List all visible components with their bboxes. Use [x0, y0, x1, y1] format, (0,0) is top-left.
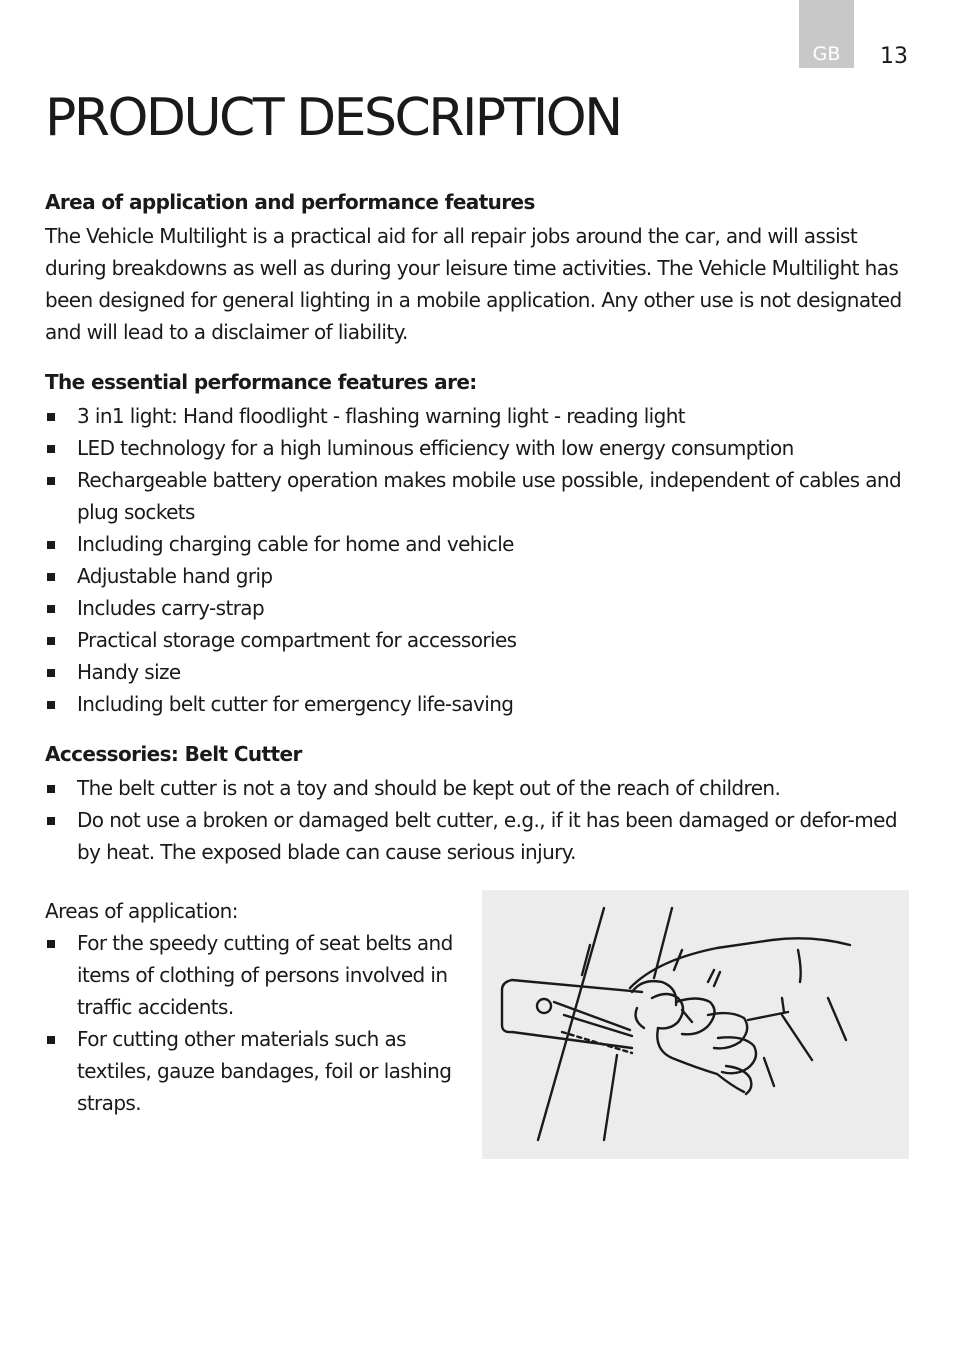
list-item: Practical storage compartment for accessories	[45, 624, 910, 656]
application-heading: Area of application and performance features	[45, 190, 535, 214]
language-tab: GB	[799, 0, 854, 68]
application-paragraph: The Vehicle Multilight is a practical aid for all repair jobs around the car, and will assist during breakdowns as well as during your leisure time activities. The Vehicle Multilight has been designed for general lighting in a mobile application. Any other use is not designated and will lead to a disclaimer of liability.	[45, 224, 902, 344]
list-item: Handy size	[45, 656, 910, 688]
main-content	[45, 186, 910, 868]
list-item: The belt cutter is not a toy and should be kept out of the reach of children.	[45, 772, 910, 804]
features-list	[45, 400, 910, 720]
page-number: 13	[880, 44, 908, 69]
areas-list	[45, 927, 465, 1119]
list-item: LED technology for a high luminous efficiency with low energy consumption	[45, 432, 910, 464]
list-item: Adjustable hand grip	[45, 560, 910, 592]
list-item: Including charging cable for home and vehicle	[45, 528, 910, 560]
list-item: For the speedy cutting of seat belts and items of clothing of persons involved in traffic accidents.	[45, 927, 465, 1023]
areas-intro: Areas of application:	[45, 899, 238, 923]
features-heading: The essential performance features are:	[45, 370, 477, 394]
areas-of-application	[45, 895, 465, 1119]
hand-belt-cutter-illustration-icon	[482, 890, 909, 1159]
accessories-list	[45, 772, 910, 868]
list-item: Do not use a broken or damaged belt cutter, e.g., if it has been damaged or defor-med by heat. The exposed blade can cause serious injury.	[45, 804, 910, 868]
list-item: For cutting other materials such as textiles, gauze bandages, foil or lashing straps.	[45, 1023, 465, 1119]
page-title: PRODUCT DESCRIPTION	[45, 88, 621, 148]
list-item: Including belt cutter for emergency life-saving	[45, 688, 910, 720]
accessories-heading: Accessories: Belt Cutter	[45, 742, 302, 766]
list-item: 3 in1 light: Hand floodlight - flashing warning light - reading light	[45, 400, 910, 432]
list-item: Rechargeable battery operation makes mobile use possible, independent of cables and plug sockets	[45, 464, 910, 528]
list-item: Includes carry-strap	[45, 592, 910, 624]
